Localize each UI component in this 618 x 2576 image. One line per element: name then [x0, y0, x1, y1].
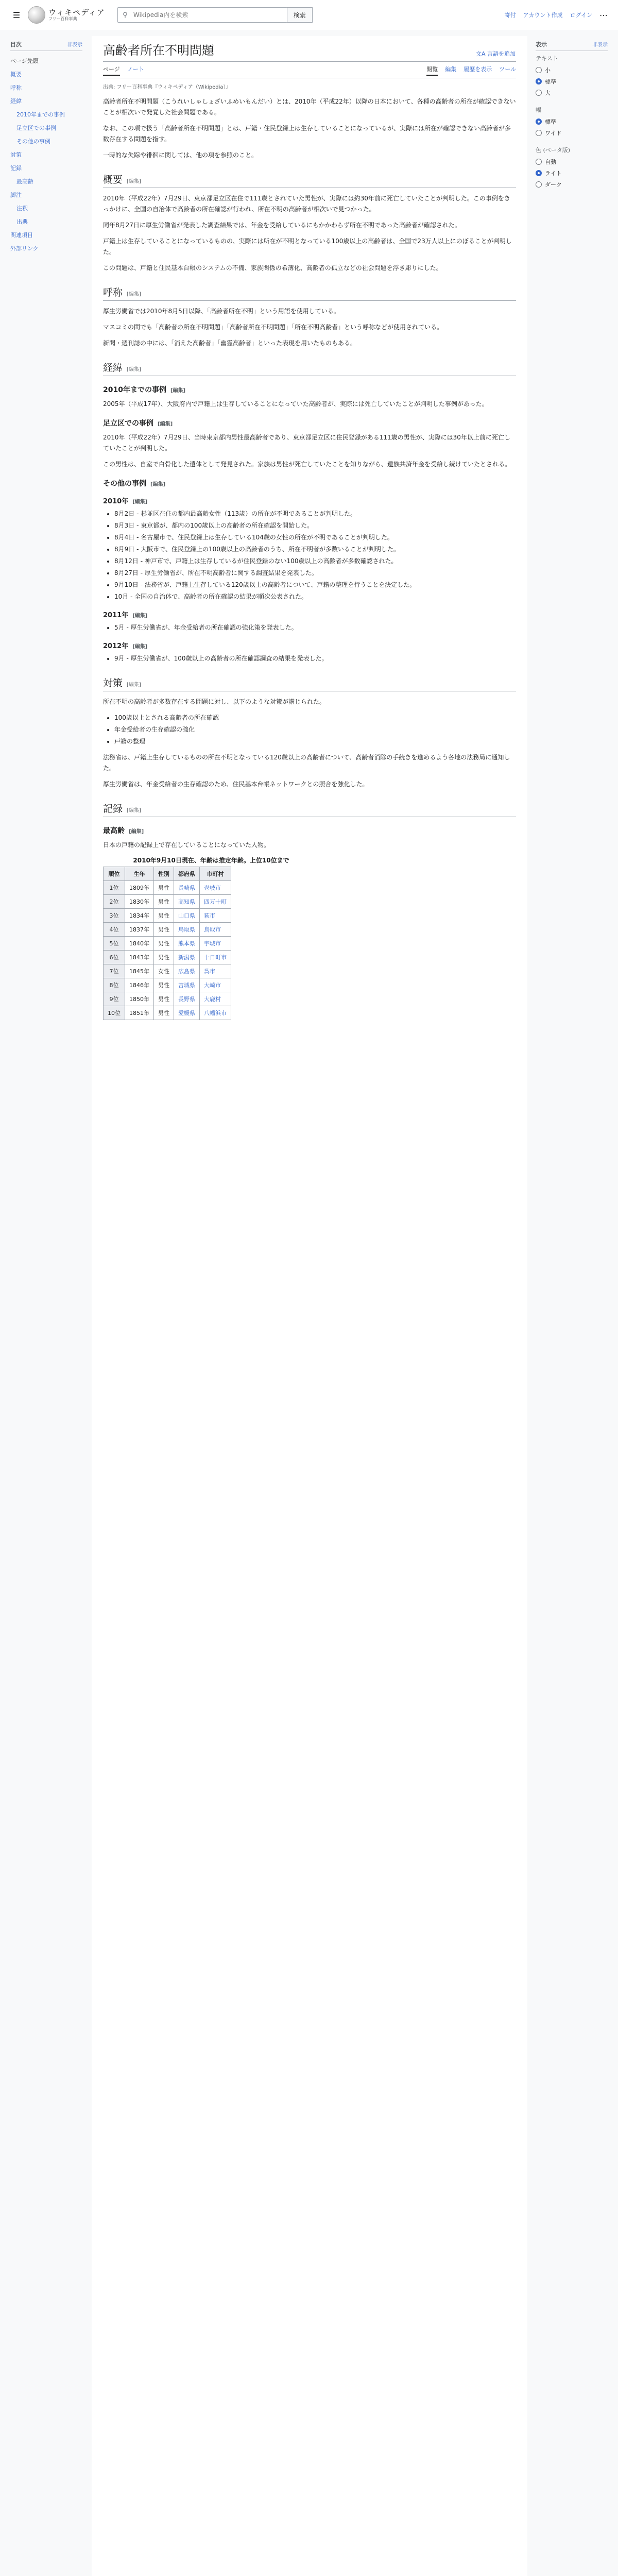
text-size-option-label: 標準: [545, 78, 556, 85]
table-cell: 男性: [154, 951, 174, 964]
login-link[interactable]: ログイン: [570, 12, 592, 19]
edit-section-link[interactable]: [編集]: [127, 808, 141, 814]
table-cell[interactable]: 呉市: [200, 964, 231, 978]
radio-button-icon[interactable]: [536, 159, 542, 165]
table-header-cell: 市町村: [200, 867, 231, 881]
width-option[interactable]: [536, 116, 608, 127]
intro-paragraph: なお、この項で扱う「高齢者所在不明問題」とは、戸籍・住民登録上は生存していることになっているが、実際には所在が確認できない高齢者が多数存在する問題を指す。: [103, 125, 511, 143]
table-cell: 男性: [154, 923, 174, 937]
paragraph: マスコミの間でも「高齢者の所在不明問題」「高齢者所在不明問題」「所在不明高齢者」という呼称などが使用されている。: [103, 324, 443, 331]
section-heading: 概要 [編集]: [103, 172, 516, 188]
article-content: [92, 36, 527, 2576]
year-2011-heading: 2011年 [編集]: [103, 612, 148, 619]
table-row: [104, 964, 231, 978]
table-cell: 男性: [154, 978, 174, 992]
toc-item[interactable]: 記録: [10, 165, 22, 172]
history-heading: 経緯 [編集]: [103, 360, 516, 376]
list-item: • 戸籍の整理: [114, 736, 516, 747]
toc-title: 目次: [10, 41, 22, 48]
color-option[interactable]: [536, 167, 608, 179]
table-cell: 2位: [104, 895, 125, 909]
text-size-label: テキスト: [536, 55, 558, 62]
table-row: [104, 951, 231, 964]
year-2010-heading: 2010年 [編集]: [103, 498, 148, 505]
table-cell[interactable]: 四万十町: [200, 895, 231, 909]
color-option-label: ライト: [545, 170, 562, 177]
table-cell: 男性: [154, 1006, 174, 1020]
logo-tagline: フリー百科事典: [48, 16, 77, 21]
table-cell[interactable]: 宇城市: [200, 937, 231, 951]
edit-section-link[interactable]: [編集]: [150, 482, 166, 487]
year-2012-heading: 2012年 [編集]: [103, 642, 148, 650]
toc-item[interactable]: 出典: [16, 218, 28, 225]
toc-item[interactable]: 経緯: [10, 98, 22, 105]
intro-paragraph: 高齢者所在不明問題（こうれいしゃしょざいふめいもんだい）とは、2010年（平成22年）以降の日本において、各種の高齢者の所在が確認できないことが相次いで発覚した社会問題である。: [103, 98, 516, 116]
table-cell[interactable]: 愛媛県: [174, 1006, 200, 1020]
paragraph: この男性は、自室で白骨化した遺体として発見された。家族は男性が死亡していたことを知りながら、遺族共済年金を受給し続けていたとされる。: [103, 461, 511, 468]
oldest-heading: 最高齢 [編集]: [103, 827, 144, 835]
paragraph: 2010年（平成22年）7月29日、当時東京都内男性最高齢者であり、東京都足立区に住民登録がある111歳の男性が、実際には30年以上前に死亡していたことが判明した。: [103, 434, 510, 452]
table-row: [104, 895, 231, 909]
section-heading: 呼称 [編集]: [103, 285, 516, 301]
intro: [103, 96, 516, 161]
table-row: [104, 923, 231, 937]
radio-button-icon[interactable]: [536, 181, 542, 188]
table-header-cell: 生年: [125, 867, 154, 881]
tab-history[interactable]: 履歴を表示: [464, 66, 492, 73]
list-item: • 9月 - 厚生労働省が、100歳以上の高齢者の所在確認調査の結果を発表した。: [114, 653, 516, 664]
color-option-label: 自動: [545, 159, 556, 165]
table-cell: 1851年: [125, 1006, 154, 1020]
logo-title: ウィキペディア: [48, 8, 105, 18]
table-cell: 6位: [104, 951, 125, 964]
toc-item[interactable]: その他の事例: [16, 138, 50, 145]
text-size-option[interactable]: [536, 76, 608, 87]
width-label: 幅: [536, 107, 541, 113]
tab-read[interactable]: 閲覧: [426, 65, 438, 76]
toc-item[interactable]: 最高齢: [16, 178, 33, 185]
table-cell: 9位: [104, 992, 125, 1006]
toc-item[interactable]: 2010年までの事例: [16, 111, 65, 118]
records-heading: 記録 [編集]: [103, 801, 516, 817]
table-cell[interactable]: 新潟県: [174, 951, 200, 964]
oldest-records-table: [103, 867, 231, 1020]
table-cell[interactable]: 長野県: [174, 992, 200, 1006]
table-cell[interactable]: 宮城県: [174, 978, 200, 992]
text-size-option[interactable]: [536, 64, 608, 76]
toc-item[interactable]: 対策: [10, 151, 22, 158]
table-cell: 4位: [104, 923, 125, 937]
table-cell[interactable]: 大崎市: [200, 978, 231, 992]
table-row: [104, 937, 231, 951]
list-item: • 100歳以上とされる高齢者の所在確認: [114, 713, 516, 723]
table-caption: 2010年9月10日現在、年齢は推定年齢。上位10位まで: [133, 857, 289, 864]
intro-paragraph: 一時的な失踪や徘徊に関しては、他の項を参照のこと。: [103, 151, 258, 159]
table-cell: 1846年: [125, 978, 154, 992]
paragraph: 2010年（平成22年）7月29日、東京都足立区在住で111歳とされていた男性が、実際には約30年前に死亡していたことが判明した。この事例をきっかけに、全国の自治体で高齢者の所在確認が行われ、所在不明の高齢者が相次いで見つかった。: [103, 195, 510, 213]
search-box: [117, 7, 287, 23]
paragraph: 2005年（平成17年）、大阪府内で戸籍上は生存していることになっていた高齢者が、実際には死亡していたことが判明した事例があった。: [103, 400, 488, 408]
edit-section-link[interactable]: [編集]: [129, 829, 144, 835]
toc-item[interactable]: ページ先頭: [10, 58, 39, 64]
radio-button-icon[interactable]: [536, 170, 542, 176]
list-item: • 8月27日 - 厚生労働省が、所在不明高齢者に関する調査結果を発表した。: [114, 568, 516, 579]
site-header: [0, 0, 618, 30]
page-title: 高齢者所在不明問題: [103, 43, 214, 58]
table-cell[interactable]: 高知県: [174, 895, 200, 909]
list-item: • 8月4日 - 名古屋市で、住民登録上は生存している104歳の女性の所在が不明であることが判明した。: [114, 532, 516, 543]
radio-button-icon[interactable]: [536, 90, 542, 96]
width-option[interactable]: [536, 127, 608, 139]
article-source-note: 出典: フリー百科事典『ウィキペディア（Wikipedia）』: [103, 84, 231, 90]
radio-button-icon[interactable]: [536, 78, 542, 84]
search-button[interactable]: 検索: [287, 7, 313, 23]
sub-heading-other: その他の事例 [編集]: [103, 480, 166, 488]
wikipedia-globe-icon: [28, 6, 45, 24]
text-size-option[interactable]: [536, 87, 608, 98]
table-row: [104, 1006, 231, 1020]
measures-list: [103, 713, 516, 747]
list-item: • 9月10日 - 法務省が、戸籍上生存している120歳以上の高齢者について、戸籍の整理を行うことを決定した。: [114, 580, 516, 590]
paragraph: 所在不明の高齢者が多数存在する問題に対し、以下のような対策が講じられた。: [103, 698, 326, 705]
list-item: • 8月2日 - 杉並区在住の都内最高齢女性（113歳）の所在が不明であることが判明した。: [114, 509, 516, 519]
paragraph: 新聞・週刊誌の中には、「消えた高齢者」「幽霊高齢者」といった表現を用いたものもある。: [103, 340, 357, 347]
list-item: • 年金受給者の生存確認の強化: [114, 724, 516, 735]
radio-button-icon[interactable]: [536, 118, 542, 125]
color-option-label: ダーク: [545, 181, 562, 188]
table-cell[interactable]: 鳥取県: [174, 923, 200, 937]
color-label: 色 (ベータ版): [536, 147, 571, 154]
table-cell: 5位: [104, 937, 125, 951]
width-option-label: 標準: [545, 118, 556, 125]
events-2010-list: [103, 509, 516, 602]
table-cell[interactable]: 山口県: [174, 909, 200, 923]
table-row: [104, 978, 231, 992]
measures-heading: 対策 [編集]: [103, 675, 516, 691]
appearance-title: 表示: [536, 41, 547, 48]
table-cell[interactable]: 長崎県: [174, 881, 200, 895]
table-cell: 男性: [154, 992, 174, 1006]
table-cell[interactable]: 熊本県: [174, 937, 200, 951]
table-cell: 1830年: [125, 895, 154, 909]
table-cell: 男性: [154, 909, 174, 923]
table-cell: 1位: [104, 881, 125, 895]
site-logo[interactable]: [28, 6, 105, 24]
table-of-contents: [10, 40, 82, 255]
paragraph: この問題は、戸籍と住民基本台帳のシステムの不備、家族関係の希薄化、高齢者の孤立などの社会問題を浮き彫りにした。: [103, 264, 442, 272]
events-2012-list: [103, 653, 516, 664]
table-cell: 男性: [154, 895, 174, 909]
sub-heading-2010: 2010年までの事例 [編集]: [103, 386, 186, 394]
sub-heading-adachi: 足立区での事例 [編集]: [103, 419, 173, 428]
table-cell: 1843年: [125, 951, 154, 964]
main-menu-icon[interactable]: ☰: [12, 10, 21, 20]
table-cell[interactable]: 鳥取市: [200, 923, 231, 937]
edit-section-link[interactable]: [編集]: [127, 292, 141, 297]
table-cell[interactable]: 八幡浜市: [200, 1006, 231, 1020]
events-2011-list: [103, 622, 516, 633]
add-languages-button[interactable]: 文A 言語を追加: [475, 50, 516, 57]
radio-button-icon[interactable]: [536, 130, 542, 136]
appearance-hide-button[interactable]: 非表示: [592, 42, 608, 48]
paragraph: 戸籍上は生存していることになっているものの、実際には所在が不明となっている100歳以上の高齢者は、全国で23万人以上にのぼることが判明した。: [103, 238, 512, 256]
table-cell: 7位: [104, 964, 125, 978]
toc-hide-button[interactable]: 非表示: [67, 42, 82, 48]
tab-tools[interactable]: ツール: [499, 66, 516, 73]
tab-page[interactable]: ページ: [103, 65, 120, 76]
text-size-option-label: 小: [545, 67, 551, 74]
list-item: • 8月3日 - 東京都が、都内の100歳以上の高齢者の所在確認を開始した。: [114, 520, 516, 531]
list-item: • 5月 - 厚生労働省が、年金受給者の所在確認の強化策を発表した。: [114, 622, 516, 633]
toc-item[interactable]: 関連項目: [10, 232, 33, 239]
paragraph: 厚生労働省は、年金受給者の生存確認のため、住民基本台帳ネットワークとの照合を強化した。: [103, 781, 369, 788]
search-input[interactable]: [132, 11, 287, 19]
create-account-link[interactable]: アカウント作成: [523, 12, 563, 19]
toc-item[interactable]: 足立区での事例: [16, 125, 56, 131]
table-cell: 10位: [104, 1006, 125, 1020]
radio-button-icon[interactable]: [536, 67, 542, 73]
toc-item[interactable]: 注釈: [16, 205, 28, 212]
table-row: [104, 909, 231, 923]
table-cell[interactable]: 萩市: [200, 909, 231, 923]
table-cell: 3位: [104, 909, 125, 923]
edit-section-link[interactable]: [編集]: [132, 613, 148, 619]
toc-item[interactable]: 外部リンク: [10, 245, 39, 252]
table-cell: 1809年: [125, 881, 154, 895]
table-header-cell: 順位: [104, 867, 125, 881]
table-cell: 女性: [154, 964, 174, 978]
table-cell[interactable]: 壱岐市: [200, 881, 231, 895]
tab-edit[interactable]: 編集: [445, 66, 457, 73]
appearance-panel: [536, 40, 608, 197]
text-size-option-label: 大: [545, 90, 551, 96]
paragraph: 厚生労働省では2010年8月5日以降、「高齢者所在不明」という用語を使用している。: [103, 308, 340, 315]
more-options-icon[interactable]: ⋯: [599, 10, 608, 20]
edit-section-link[interactable]: [編集]: [127, 682, 141, 688]
list-item: • 10月 - 全国の自治体で、高齢者の所在確認の結果が順次公表された。: [114, 591, 516, 602]
table-cell: 1834年: [125, 909, 154, 923]
table-cell[interactable]: 大鹿村: [200, 992, 231, 1006]
table-cell[interactable]: 広島県: [174, 964, 200, 978]
table-cell[interactable]: 十日町市: [200, 951, 231, 964]
toc-item[interactable]: 概要: [10, 71, 22, 78]
donate-link[interactable]: 寄付: [504, 12, 516, 19]
paragraph: 法務省は、戸籍上生存しているものの所在不明となっている120歳以上の高齢者について、高齢者消除の手続きを進めるよう各地の法務局に通知した。: [103, 754, 510, 772]
table-cell: 8位: [104, 978, 125, 992]
edit-section-link[interactable]: [編集]: [127, 367, 141, 372]
table-header-cell: 都府県: [174, 867, 200, 881]
width-option-label: ワイド: [545, 130, 562, 137]
color-option[interactable]: [536, 156, 608, 167]
color-option[interactable]: [536, 179, 608, 190]
paragraph: 日本の戸籍の記録上で存在していることになっていた人物。: [103, 841, 270, 849]
translate-icon: 文A: [475, 50, 487, 57]
edit-section-link[interactable]: [編集]: [132, 499, 148, 505]
table-cell: 1845年: [125, 964, 154, 978]
list-item: • 8月9日 - 大阪市で、住民登録上の100歳以上の高齢者のうち、所在不明者が多数いることが判明した。: [114, 544, 516, 555]
paragraph: 同年8月27日に厚生労働省が発表した調査結果では、年金を受給しているにもかかわらず所在不明であった高齢者が確認された。: [103, 222, 461, 229]
table-header-cell: 性別: [154, 867, 174, 881]
table-cell: 1840年: [125, 937, 154, 951]
table-row: [104, 881, 231, 895]
toc-item[interactable]: 呼称: [10, 84, 22, 91]
table-cell: 男性: [154, 937, 174, 951]
toc-item[interactable]: 脚注: [10, 192, 22, 198]
edit-section-link[interactable]: [編集]: [170, 388, 186, 394]
personal-tools: [505, 10, 608, 20]
tab-talk[interactable]: ノート: [127, 66, 144, 73]
edit-section-link[interactable]: [編集]: [132, 644, 148, 650]
list-item: • 8月12日 - 神戸市で、戸籍上は生存しているが住民登録のない100歳以上の高齢者が多数確認された。: [114, 556, 516, 567]
table-cell: 1850年: [125, 992, 154, 1006]
edit-section-link[interactable]: [編集]: [127, 179, 141, 184]
search-icon: ⚲: [123, 11, 128, 19]
table-row: [104, 992, 231, 1006]
table-cell: 男性: [154, 881, 174, 895]
table-cell: 1837年: [125, 923, 154, 937]
edit-section-link[interactable]: [編集]: [158, 421, 173, 427]
